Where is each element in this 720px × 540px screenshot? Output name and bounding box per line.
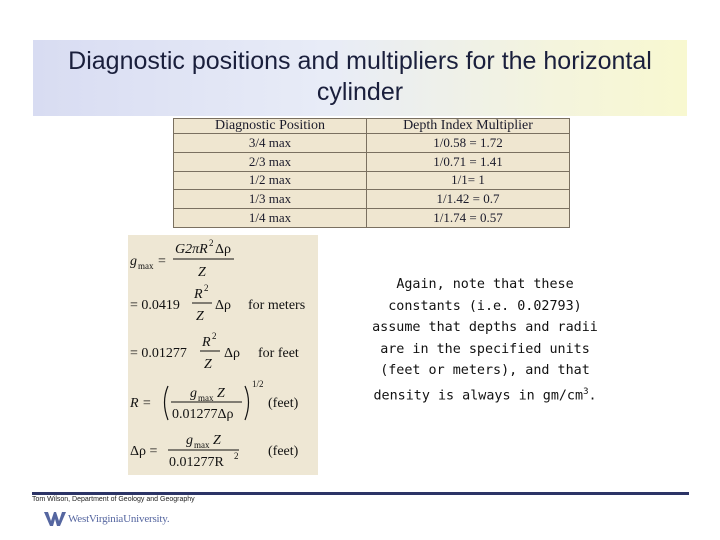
cell-multiplier: 1/1= 1 bbox=[367, 171, 570, 190]
svg-text:Z: Z bbox=[204, 357, 212, 372]
svg-text:R =: R = bbox=[130, 396, 152, 411]
svg-text:2: 2 bbox=[212, 331, 217, 341]
svg-text:(feet): (feet) bbox=[268, 444, 299, 459]
footer-credit: Tom Wilson, Department of Geology and Geography bbox=[32, 496, 195, 503]
cell-multiplier: 1/0.71 = 1.41 bbox=[367, 152, 570, 171]
svg-text:g: g bbox=[186, 433, 193, 448]
table-header-row bbox=[174, 119, 570, 134]
svg-text:Z: Z bbox=[217, 386, 225, 401]
svg-text:2: 2 bbox=[209, 238, 214, 248]
cell-multiplier: 1/1.74 = 0.57 bbox=[367, 209, 570, 228]
svg-text:g: g bbox=[130, 254, 137, 269]
svg-text:2: 2 bbox=[204, 283, 209, 293]
svg-text:g: g bbox=[190, 386, 197, 401]
formula-panel bbox=[128, 235, 318, 475]
svg-text:R: R bbox=[194, 287, 203, 302]
table-row bbox=[174, 190, 570, 209]
cell-position: 2/3 max bbox=[174, 152, 367, 171]
cell-position: 1/4 max bbox=[174, 209, 367, 228]
svg-text:Z: Z bbox=[213, 433, 221, 448]
svg-text:R: R bbox=[202, 335, 211, 350]
note-line: assume that depths and radii bbox=[372, 320, 598, 335]
equation-feet bbox=[130, 331, 299, 372]
cell-position: 1/2 max bbox=[174, 171, 367, 190]
table-row bbox=[174, 209, 570, 228]
table-row bbox=[174, 134, 570, 153]
svg-text:0.01277Δρ: 0.01277Δρ bbox=[172, 407, 234, 422]
column-header-position: Diagnostic Position bbox=[174, 119, 367, 134]
svg-text:max: max bbox=[198, 393, 214, 403]
svg-text:=: = bbox=[158, 254, 166, 269]
equation-radius bbox=[129, 379, 299, 422]
cell-position: 1/3 max bbox=[174, 190, 367, 209]
right-paren bbox=[245, 386, 249, 420]
equation-meters bbox=[130, 283, 305, 324]
formula-graphic bbox=[128, 235, 318, 475]
svg-text:(feet): (feet) bbox=[268, 396, 299, 411]
note-line: are in the specified units bbox=[380, 341, 590, 357]
equation-gmax-general bbox=[130, 238, 234, 280]
svg-text:Δρ: Δρ bbox=[224, 346, 240, 361]
svg-text:2: 2 bbox=[234, 451, 239, 461]
cell-position: 3/4 max bbox=[174, 134, 367, 153]
svg-text:G2πR: G2πR bbox=[175, 242, 208, 257]
svg-text:0.01277R: 0.01277R bbox=[169, 455, 224, 470]
svg-text:= 0.0419: = 0.0419 bbox=[130, 298, 180, 313]
svg-text:Z: Z bbox=[198, 265, 206, 280]
svg-text:for meters: for meters bbox=[248, 298, 306, 313]
footer-rule bbox=[32, 492, 689, 495]
note-line: (feet or meters), and that bbox=[380, 363, 590, 378]
note-line: density is always in $gm/cm^3$. bbox=[373, 386, 597, 403]
equation-density bbox=[130, 433, 299, 470]
svg-text:Δρ: Δρ bbox=[215, 242, 231, 257]
svg-text:max: max bbox=[194, 440, 210, 450]
svg-text:max: max bbox=[138, 261, 154, 271]
note-line: Again, note that these bbox=[396, 277, 574, 292]
left-paren bbox=[165, 386, 169, 420]
multiplier-table bbox=[173, 118, 570, 228]
cell-multiplier: 1/1.42 = 0.7 bbox=[367, 190, 570, 209]
note-text bbox=[340, 274, 630, 406]
svg-text:Z: Z bbox=[196, 309, 204, 324]
svg-text:for feet: for feet bbox=[258, 346, 299, 361]
table-row bbox=[174, 171, 570, 190]
diagnostic-table bbox=[173, 118, 570, 228]
column-header-multiplier: Depth Index Multiplier bbox=[367, 119, 570, 134]
svg-text:1/2: 1/2 bbox=[252, 379, 264, 389]
university-logo: WestVirginiaUniversity. bbox=[44, 508, 169, 530]
slide-title: Diagnostic positions and multipliers for the horizontal cylinder bbox=[68, 47, 652, 106]
cell-multiplier: 1/0.58 = 1.72 bbox=[367, 134, 570, 153]
note-line: constants (i.e. 0.02793) bbox=[388, 298, 582, 314]
wv-logo-icon bbox=[44, 511, 66, 527]
svg-text:Δρ =: Δρ = bbox=[130, 444, 158, 459]
svg-text:Δρ: Δρ bbox=[215, 298, 231, 313]
svg-text:= 0.01277: = 0.01277 bbox=[130, 346, 187, 361]
table-row bbox=[174, 152, 570, 171]
